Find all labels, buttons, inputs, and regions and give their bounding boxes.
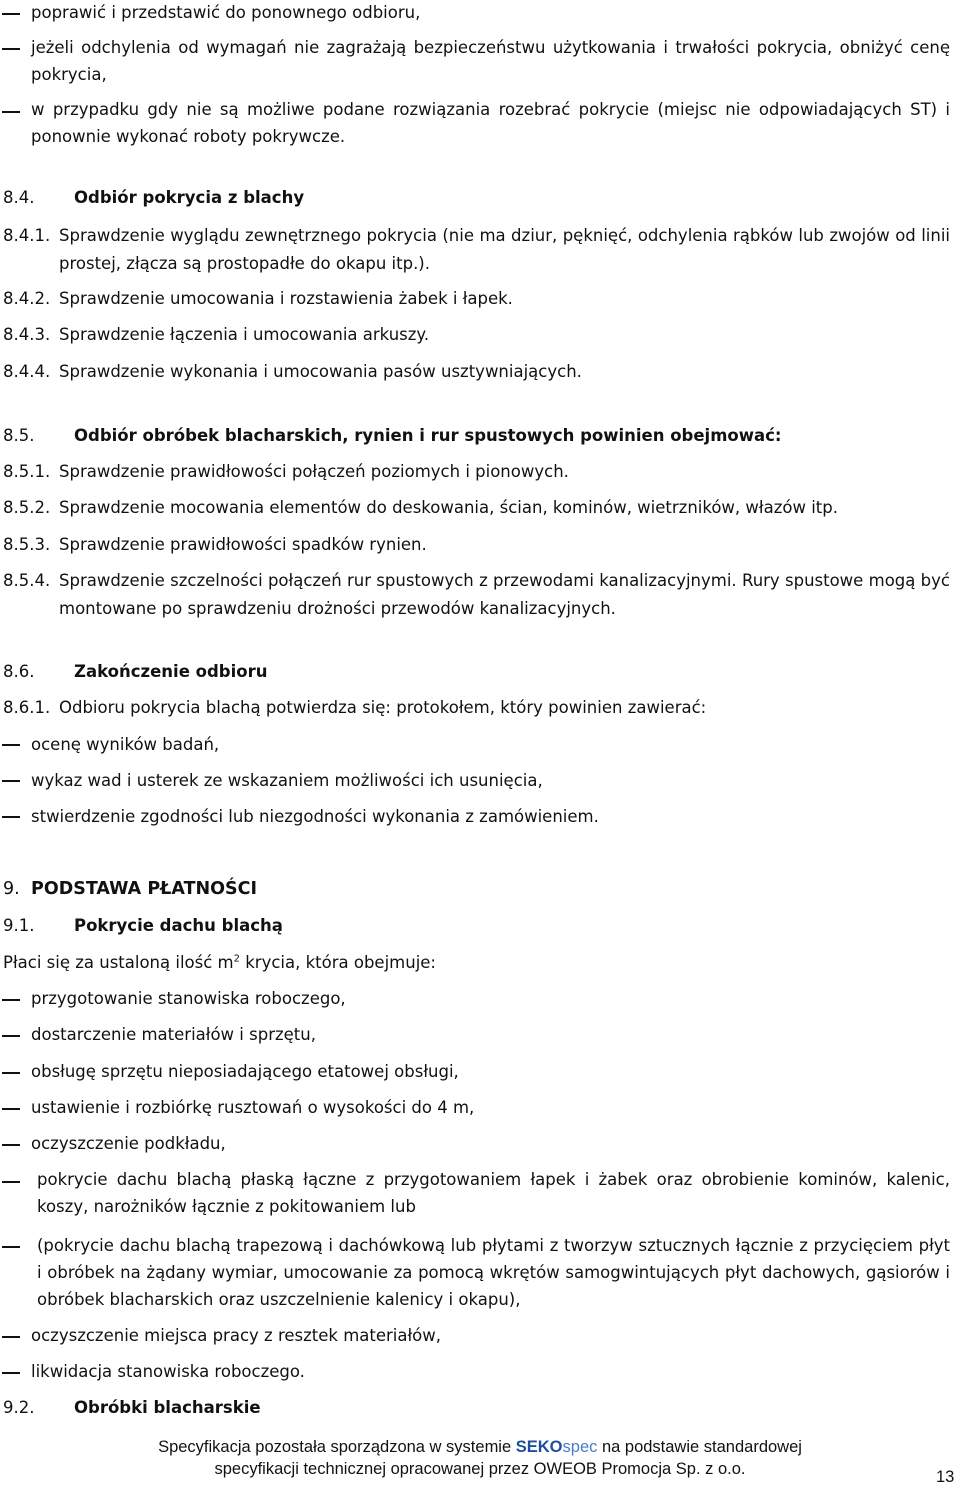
sekospec-spec: spec xyxy=(562,1438,598,1456)
bullet-dash xyxy=(2,1181,20,1183)
item-text: Sprawdzenie łączenia i umocowania arkuszy. xyxy=(59,325,430,344)
page-number: 13 xyxy=(936,1468,955,1486)
section-number: 8.4. xyxy=(3,188,35,207)
item-text: Sprawdzenie szczelności połączeń rur spustowych z przewodami kanalizacyjnymi. Rury spustowe mogą być montowane po sprawdzeniu drożności przewodów kanalizacyjnych. xyxy=(59,571,950,618)
payment-intro-sup: 2 xyxy=(233,953,240,965)
list-item: ustawienie i rozbiórkę rusztowań o wysokości do 4 m, xyxy=(31,1098,475,1117)
footer-line-1 xyxy=(0,1438,960,1457)
payment-intro xyxy=(3,953,436,972)
bullet-dash xyxy=(2,1108,20,1110)
section-title: Zakończenie odbioru xyxy=(74,662,268,681)
list-item: stwierdzenie zgodności lub niezgodności wykonania z zamówieniem. xyxy=(31,807,599,826)
item-text: Sprawdzenie prawidłowości połączeń poziomych i pionowych. xyxy=(59,462,569,481)
item-number: 8.4.4. xyxy=(3,362,51,381)
bullet-dash xyxy=(2,780,20,782)
item-text: Sprawdzenie umocowania i rozstawienia żabek i łapek. xyxy=(59,289,513,308)
bullet-dash xyxy=(2,1144,20,1146)
payment-intro-text-end: krycia, która obejmuje: xyxy=(240,953,436,972)
item-text: Sprawdzenie prawidłowości spadków rynien. xyxy=(59,535,427,554)
item-number: 8.5.1. xyxy=(3,462,51,481)
payment-intro-text: Płaci się za ustaloną ilość m xyxy=(3,953,234,972)
list-item: ocenę wyników badań, xyxy=(31,735,220,754)
section-number: 8.6. xyxy=(3,662,35,681)
section-number: 9.2. xyxy=(3,1398,35,1417)
list-item: pokrycie dachu blachą płaską łączne z przygotowaniem łapek i żabek oraz obrobienie kominów, kalenic, koszy, narożników łącznie z pokitowaniem lub xyxy=(37,1170,950,1216)
list-item: (pokrycie dachu blachą trapezową i dachówkową lub płytami z tworzyw sztucznych łącznie z przycięciem płyt i obróbek na żądany wymiar, umocowanie za pomocą wkrętów samogwintujących płyt dachowych, gąsiorów i obróbek blacharskich oraz uszczelnienie kalenicy i okapu), xyxy=(37,1236,950,1309)
list-item: likwidacja stanowiska roboczego. xyxy=(31,1362,305,1381)
section-title: Odbiór pokrycia z blachy xyxy=(74,188,305,207)
list-item: jeżeli odchylenia od wymagań nie zagrażają bezpieczeństwu użytkowania i trwałości pokrycia, obniżyć cenę pokrycia, xyxy=(31,38,950,84)
item-number: 8.5.3. xyxy=(3,535,51,554)
section-title: Obróbki blacharskie xyxy=(74,1398,261,1417)
chapter-title: PODSTAWA PŁATNOŚCI xyxy=(31,879,257,899)
bullet-dash xyxy=(2,1246,20,1248)
bullet-dash xyxy=(2,999,20,1001)
bullet-dash xyxy=(2,1372,20,1374)
bullet-dash xyxy=(2,816,20,818)
footer-line-2: specyfikacji technicznej opracowanej przez OWEOB Promocja Sp. z o.o. xyxy=(214,1460,746,1478)
bullet-dash xyxy=(2,48,20,50)
list-item: poprawić i przedstawić do ponownego odbioru, xyxy=(31,3,421,22)
item-number: 8.5.2. xyxy=(3,498,51,517)
item-number: 8.4.2. xyxy=(3,289,51,308)
section-number: 9.1. xyxy=(3,916,35,935)
bullet-dash xyxy=(2,1072,20,1074)
list-item: oczyszczenie podkładu, xyxy=(31,1134,226,1153)
sekospec-seko: SEKO xyxy=(515,1438,563,1456)
bullet-dash xyxy=(2,1035,20,1037)
list-item: dostarczenie materiałów i sprzętu, xyxy=(31,1025,316,1044)
item-text: Sprawdzenie wykonania i umocowania pasów usztywniających. xyxy=(59,362,582,381)
bullet-dash xyxy=(2,744,20,746)
sekospec-logo xyxy=(516,1438,598,1456)
section-number: 8.5. xyxy=(3,426,35,445)
item-number: 8.4.1. xyxy=(3,226,51,245)
item-text: Odbioru pokrycia blachą potwierdza się: protokołem, który powinien zawierać: xyxy=(59,698,707,717)
list-item: wykaz wad i usterek ze wskazaniem możliwości ich usunięcia, xyxy=(31,771,543,790)
section-title: Pokrycie dachu blachą xyxy=(74,916,283,935)
section-title: Odbiór obróbek blacharskich, rynien i rur spustowych powinien obejmować: xyxy=(74,426,782,445)
list-item: obsługę sprzętu nieposiadającego etatowej obsługi, xyxy=(31,1062,459,1081)
item-text: Sprawdzenie mocowania elementów do deskowania, ścian, kominów, wietrzników, włazów itp. xyxy=(59,498,838,517)
bullet-dash xyxy=(2,13,20,15)
footer-text: Specyfikacja pozostała sporządzona w systemie xyxy=(158,1438,516,1456)
bullet-dash xyxy=(2,1336,20,1338)
list-item: w przypadku gdy nie są możliwe podane rozwiązania rozebrać pokrycie (miejsc nie odpowiadających ST) i ponownie wykonać roboty pokrywcze. xyxy=(31,100,950,146)
item-number: 8.4.3. xyxy=(3,325,51,344)
item-number: 8.5.4. xyxy=(3,571,51,590)
list-item: przygotowanie stanowiska roboczego, xyxy=(31,989,346,1008)
chapter-number: 9. xyxy=(3,879,20,899)
list-item: oczyszczenie miejsca pracy z resztek materiałów, xyxy=(31,1326,442,1345)
item-text: Sprawdzenie wyglądu zewnętrznego pokrycia (nie ma dziur, pęknięć, odchylenia rąbków lub zwojów od linii prostej, złącza są prostopadłe do okapu itp.). xyxy=(59,226,950,273)
bullet-dash xyxy=(2,111,20,113)
footer-text-end: na podstawie standardowej xyxy=(597,1438,802,1456)
item-number: 8.6.1. xyxy=(3,698,51,717)
